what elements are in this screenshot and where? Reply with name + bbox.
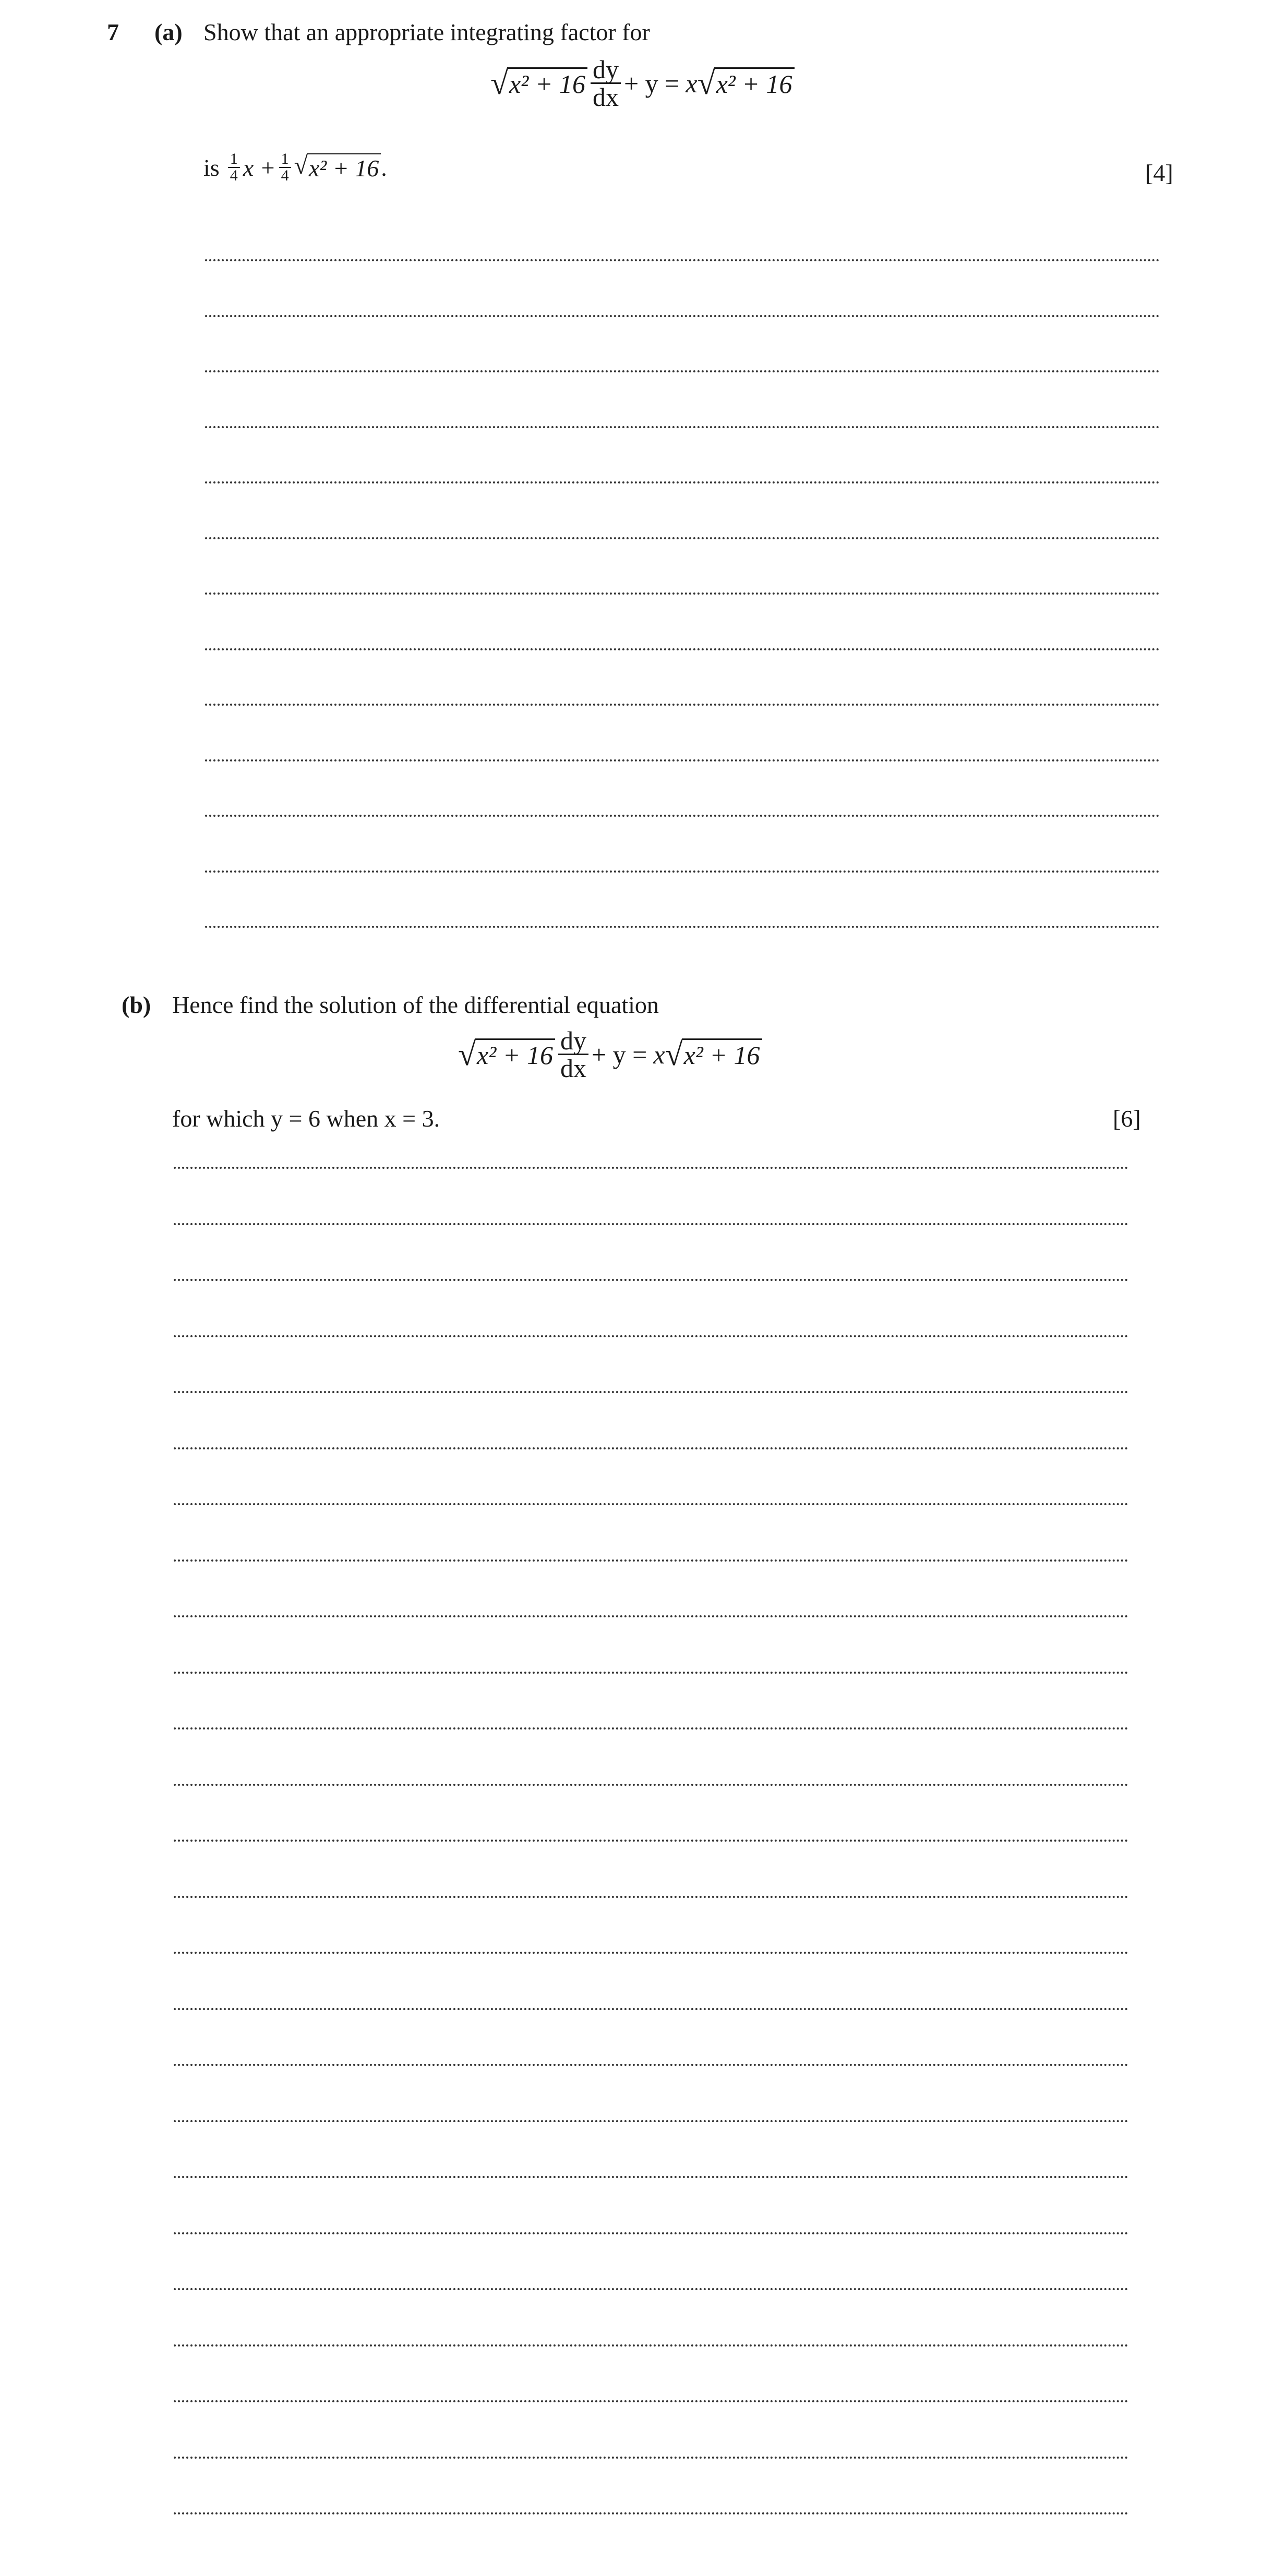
answer-line[interactable] bbox=[174, 2344, 1128, 2347]
answer-line[interactable] bbox=[174, 1896, 1128, 1898]
answer-line[interactable] bbox=[174, 1672, 1128, 1674]
answer-line[interactable] bbox=[174, 1615, 1128, 1617]
answer-line[interactable] bbox=[174, 1727, 1128, 1730]
answer-line[interactable] bbox=[174, 2232, 1128, 2234]
answer-line[interactable] bbox=[174, 2512, 1128, 2514]
answer-line[interactable] bbox=[205, 370, 1160, 372]
part-a-label: (a) bbox=[154, 19, 183, 45]
part-a-marks: [4] bbox=[1145, 160, 1173, 186]
sqrt-expression: √ x² + 16 bbox=[665, 1038, 762, 1071]
answer-line[interactable] bbox=[174, 2064, 1128, 2066]
answer-line[interactable] bbox=[174, 1840, 1128, 1842]
sqrt-expression: √ x² + 16 bbox=[490, 67, 587, 100]
derivative-fraction: $\frac{dy}{dx}$ bbox=[591, 56, 621, 110]
answer-line[interactable] bbox=[174, 2120, 1128, 2122]
answer-line[interactable] bbox=[174, 1503, 1128, 1505]
answer-line[interactable] bbox=[205, 592, 1160, 595]
answer-line[interactable] bbox=[174, 2008, 1128, 2010]
sqrt-expression: √ x² + 16 bbox=[458, 1038, 555, 1071]
part-b-equation: √ x² + 16 $\frac{dy}{dx}$ + y = x √ x² + 16 bbox=[458, 1027, 762, 1081]
answer-line[interactable] bbox=[174, 1391, 1128, 1393]
answer-line[interactable] bbox=[205, 648, 1160, 650]
answer-line[interactable] bbox=[174, 1167, 1128, 1169]
derivative-fraction: $\frac{dy}{dx}$ bbox=[558, 1027, 588, 1081]
part-b-label: (b) bbox=[122, 991, 151, 1018]
answer-line[interactable] bbox=[174, 1784, 1128, 1786]
answer-line[interactable] bbox=[174, 2400, 1128, 2402]
answer-line[interactable] bbox=[174, 1952, 1128, 1954]
answer-line[interactable] bbox=[205, 870, 1160, 873]
answer-line[interactable] bbox=[174, 2288, 1128, 2290]
answer-line[interactable] bbox=[174, 2176, 1128, 2178]
answer-line[interactable] bbox=[174, 2457, 1128, 2459]
integrating-factor-statement: is $\frac{1}{4}$ x + $\frac{1}{4}$ √ x² + 16 . bbox=[203, 150, 387, 184]
answer-line[interactable] bbox=[205, 259, 1160, 261]
quarter-fraction: $\frac{1}{4}$ bbox=[228, 151, 240, 184]
answer-line[interactable] bbox=[205, 926, 1160, 928]
part-a-equation: √ x² + 16 $\frac{dy}{dx}$ + y = x √ x² + 16 bbox=[490, 56, 795, 110]
answer-line[interactable] bbox=[174, 1279, 1128, 1281]
part-b-condition: for which y = 6 when x = 3. bbox=[172, 1105, 440, 1132]
answer-line[interactable] bbox=[205, 759, 1160, 761]
answer-line[interactable] bbox=[205, 815, 1160, 817]
answer-line[interactable] bbox=[174, 1559, 1128, 1562]
answer-line[interactable] bbox=[174, 1335, 1128, 1337]
sqrt-expression: √ x² + 16 bbox=[698, 67, 795, 100]
answer-line[interactable] bbox=[174, 1223, 1128, 1225]
answer-line[interactable] bbox=[205, 537, 1160, 539]
part-b-prompt: Hence find the solution of the differential equation bbox=[172, 991, 659, 1018]
answer-line[interactable] bbox=[205, 704, 1160, 706]
part-b-marks: [6] bbox=[1113, 1105, 1141, 1132]
answer-line[interactable] bbox=[174, 1447, 1128, 1449]
question-number: 7 bbox=[107, 19, 119, 45]
answer-line[interactable] bbox=[205, 426, 1160, 428]
answer-line[interactable] bbox=[205, 481, 1160, 483]
quarter-fraction: $\frac{1}{4}$ bbox=[279, 151, 291, 184]
sqrt-expression: √ x² + 16 bbox=[294, 153, 381, 182]
part-a-prompt: Show that an appropriate integrating factor for bbox=[203, 19, 650, 45]
answer-line[interactable] bbox=[205, 315, 1160, 317]
